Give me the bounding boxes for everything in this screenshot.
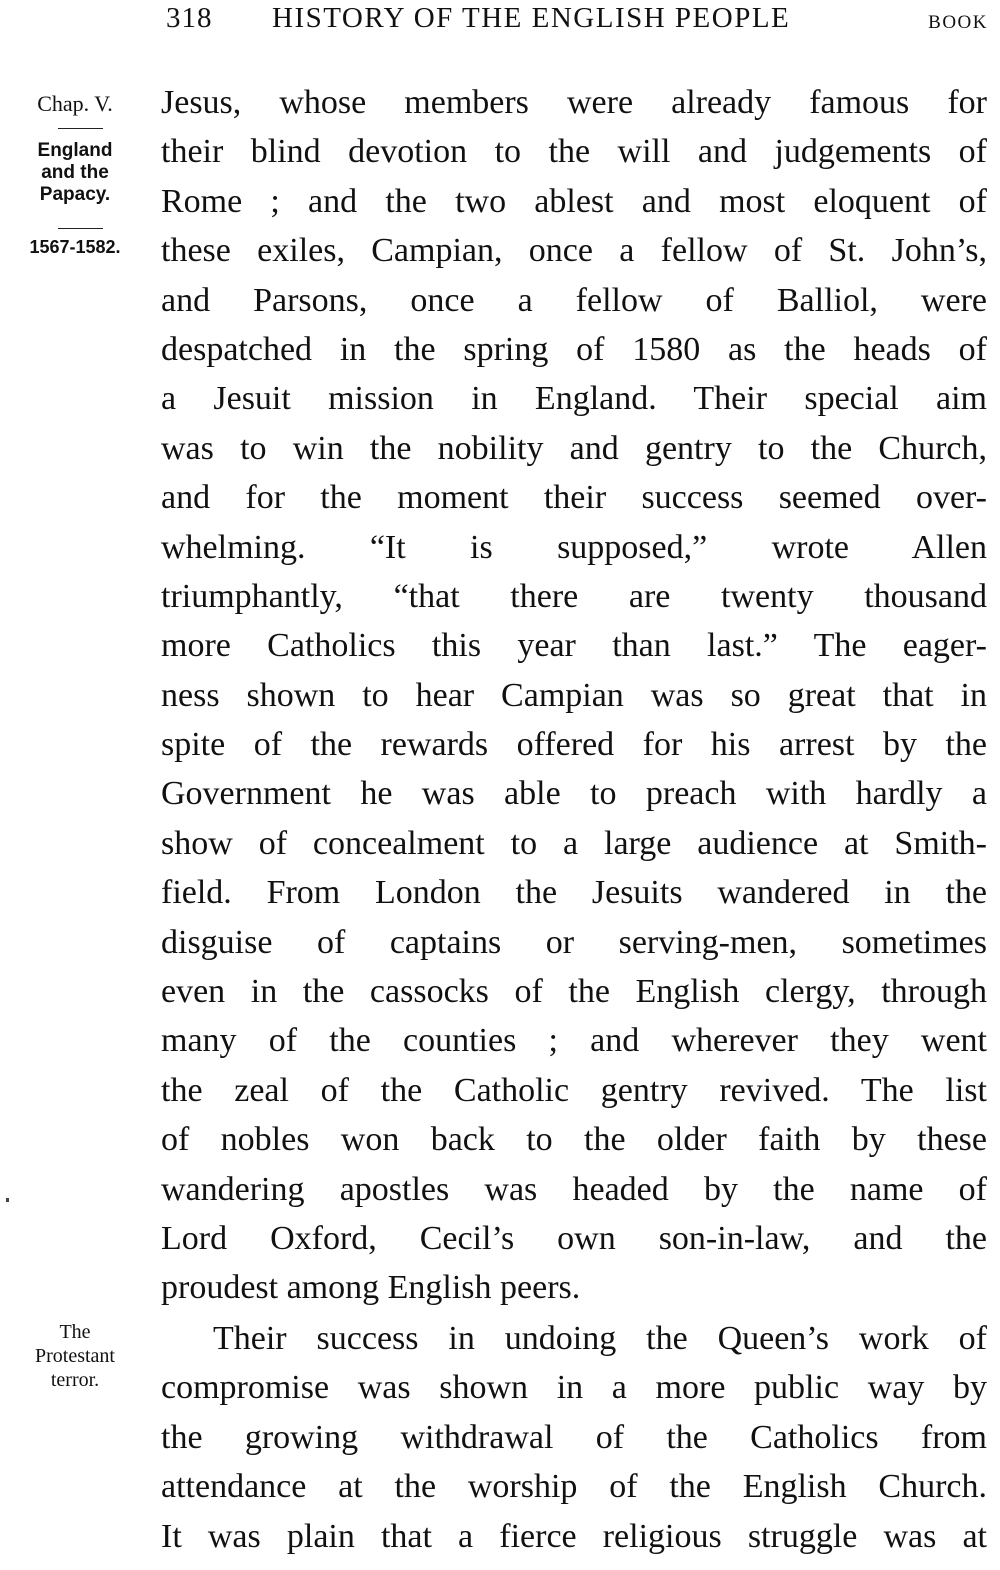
text-line: their blind devotion to the will and judgements of — [161, 133, 987, 171]
print-speck — [6, 1198, 9, 1202]
text-line: more Catholics this year than last.” The eager- — [161, 627, 987, 665]
text-line: the growing withdrawal of the Catholics from — [161, 1418, 987, 1456]
running-header — [0, 2, 1000, 42]
side-note-line: terror. — [50, 1369, 100, 1391]
topic-line: and the — [41, 162, 109, 183]
margin-chapter — [0, 92, 150, 115]
text-line: disguise of captains or serving-men, sometimes — [161, 923, 987, 961]
text-line: these exiles, Campian, once a fellow of St. John’s, — [161, 232, 987, 270]
paragraph-2 — [161, 1314, 987, 1561]
text-line: field. From London the Jesuits wandered in the — [161, 874, 987, 912]
text-line: Lord Oxford, Cecil’s own son-in-law, and the — [161, 1219, 987, 1257]
side-note-line: Protestant — [35, 1345, 115, 1367]
text-line: a Jesuit mission in England. Their special aim — [161, 380, 987, 418]
paragraph-1 — [161, 78, 987, 1313]
text-line: Jesus, whose members were already famous for — [161, 84, 987, 121]
margin-topic — [0, 140, 150, 206]
text-line: compromise was shown in a more public way by — [161, 1369, 987, 1407]
side-note-line: The — [59, 1321, 91, 1343]
text-line: the zeal of the Catholic gentry revived. The list — [161, 1071, 987, 1109]
page-number: 318 — [166, 2, 213, 34]
text-line: ness shown to hear Campian was so great that in — [161, 676, 987, 714]
margin-side-note — [0, 1320, 150, 1392]
text-line: show of concealment to a large audience at Smith- — [161, 824, 987, 862]
text-line: of nobles won back to the older faith by these — [161, 1121, 987, 1159]
text-line: despatched in the spring of 1580 as the heads of — [161, 330, 987, 368]
text-line: Rome ; and the two ablest and most eloquent of — [161, 182, 987, 220]
margin-rule — [58, 128, 103, 129]
margin-dates: 1567-1582. — [29, 237, 121, 257]
chapter-label: Chap. V. — [37, 91, 113, 116]
topic-line: England — [37, 140, 113, 161]
text-line: and Parsons, once a fellow of Balliol, were — [161, 281, 987, 319]
text-line: even in the cassocks of the English clergy, through — [161, 973, 987, 1011]
text-line: was to win the nobility and gentry to the Church, — [161, 429, 987, 467]
text-line: wandering apostles was headed by the name of — [161, 1170, 987, 1208]
text-line: whelming. “It is supposed,” wrote Allen — [161, 528, 987, 566]
text-line: and for the moment their success seemed over- — [161, 479, 987, 517]
topic-line: Papacy. — [39, 184, 111, 205]
text-line: triumphantly, “that there are twenty thousand — [161, 577, 987, 615]
text-line: It was plain that a fierce religious struggle was at — [161, 1517, 987, 1555]
text-line: proudest among English peers. — [161, 1269, 581, 1307]
book-label: BOOK — [928, 12, 988, 33]
text-line: Government he was able to preach with hardly a — [161, 775, 987, 813]
text-line: spite of the rewards offered for his arrest by the — [161, 726, 987, 764]
text-line: many of the counties ; and wherever they went — [161, 1022, 987, 1060]
running-title: HISTORY OF THE ENGLISH PEOPLE — [272, 2, 791, 34]
margin-rule — [58, 228, 103, 229]
text-line: attendance at the worship of the English Church. — [161, 1468, 987, 1506]
text-line: Their success in undoing the Queen’s work of — [213, 1320, 987, 1357]
